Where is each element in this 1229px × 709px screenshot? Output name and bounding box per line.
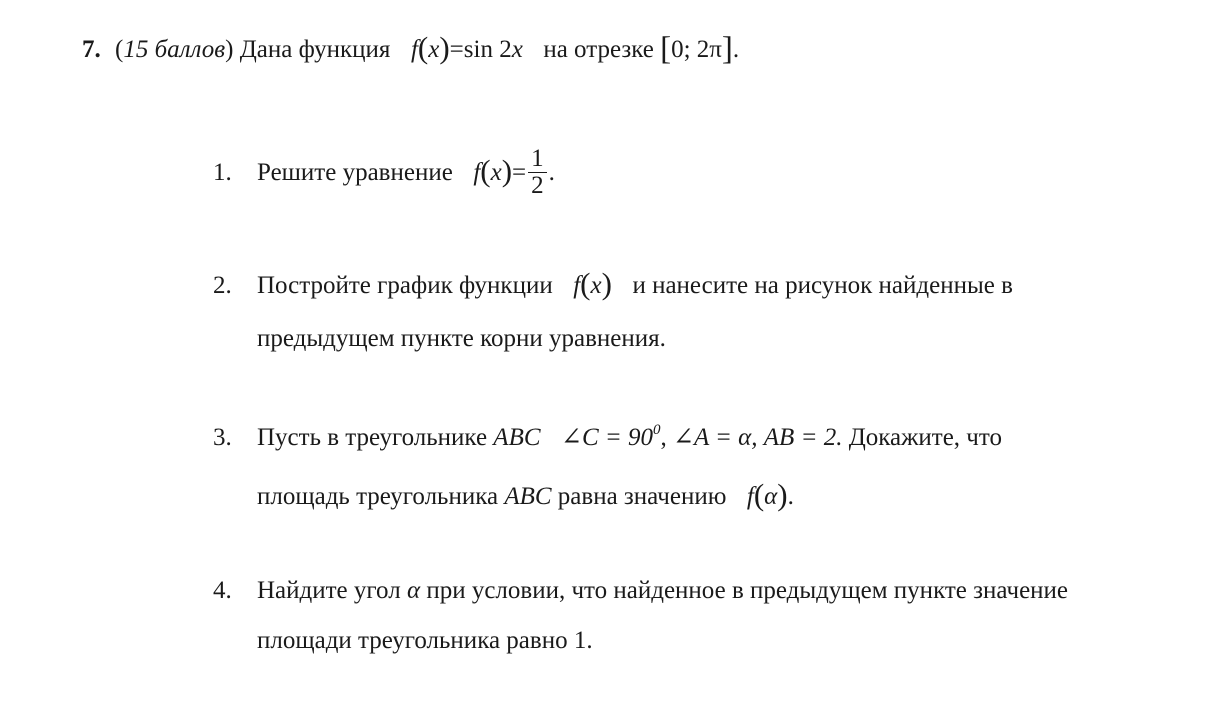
- list-marker: 1.: [213, 159, 232, 187]
- function-definition: f(x)=sin 2x: [410, 30, 523, 65]
- list-item-continuation: площади треугольника равно 1.: [257, 627, 593, 654]
- item-text: при условии, что найденное в предыдущем пункте значение: [426, 577, 1069, 604]
- item-text: Пусть в треугольнике: [257, 424, 488, 451]
- list-item-continuation: предыдущем пункте корни уравнения.: [257, 325, 666, 352]
- condition-angle-c: ∠C = $90^0$: [561, 422, 661, 451]
- problem-intro: Дана функция: [239, 36, 391, 63]
- list-marker: 2.: [213, 272, 232, 299]
- fraction: $\frac{1}{2}$: [528, 146, 547, 199]
- problem-number: 7.: [82, 36, 101, 63]
- on-segment-text: на отрезке: [543, 36, 654, 63]
- item-text: Докажите, что: [848, 424, 1002, 451]
- item-text: Найдите угол: [257, 577, 401, 604]
- list-item-continuation: площадь треугольника ABC равна значению f(α).: [257, 477, 794, 512]
- list-marker: 4.: [213, 577, 232, 604]
- condition-angle-a: ∠A = α,: [673, 424, 758, 451]
- item-text: Постройте график функции: [257, 272, 553, 299]
- list-marker: 3.: [213, 424, 232, 451]
- equation: f(x)= $\frac{1}{2}$ .: [473, 145, 555, 199]
- list-item: 4. Найдите угол α при условии, что найденное в предыдущем пункте значение: [213, 577, 1069, 604]
- problem-points: 15 баллов: [123, 36, 226, 63]
- list-item: [213, 268, 1013, 301]
- function-alpha: f(α).: [746, 477, 794, 512]
- item-text: Решите уравнение: [257, 159, 453, 187]
- item-text: и нанесите на рисунок найденные в: [632, 272, 1013, 299]
- problem-statement: 7. (15 баллов) Дана функция f(x)=sin 2x на отрезке [0; 2π].: [82, 30, 740, 67]
- interval: [0; 2π]: [660, 31, 733, 67]
- list-item: 3. Пусть в треугольнике ABC ∠C = $90^0$, ∠A = α, AB = 2. Докажите, что: [213, 422, 1002, 451]
- list-item: [213, 145, 555, 201]
- function-ref: f(x): [573, 266, 612, 301]
- condition-ab: AB = 2.: [763, 424, 843, 451]
